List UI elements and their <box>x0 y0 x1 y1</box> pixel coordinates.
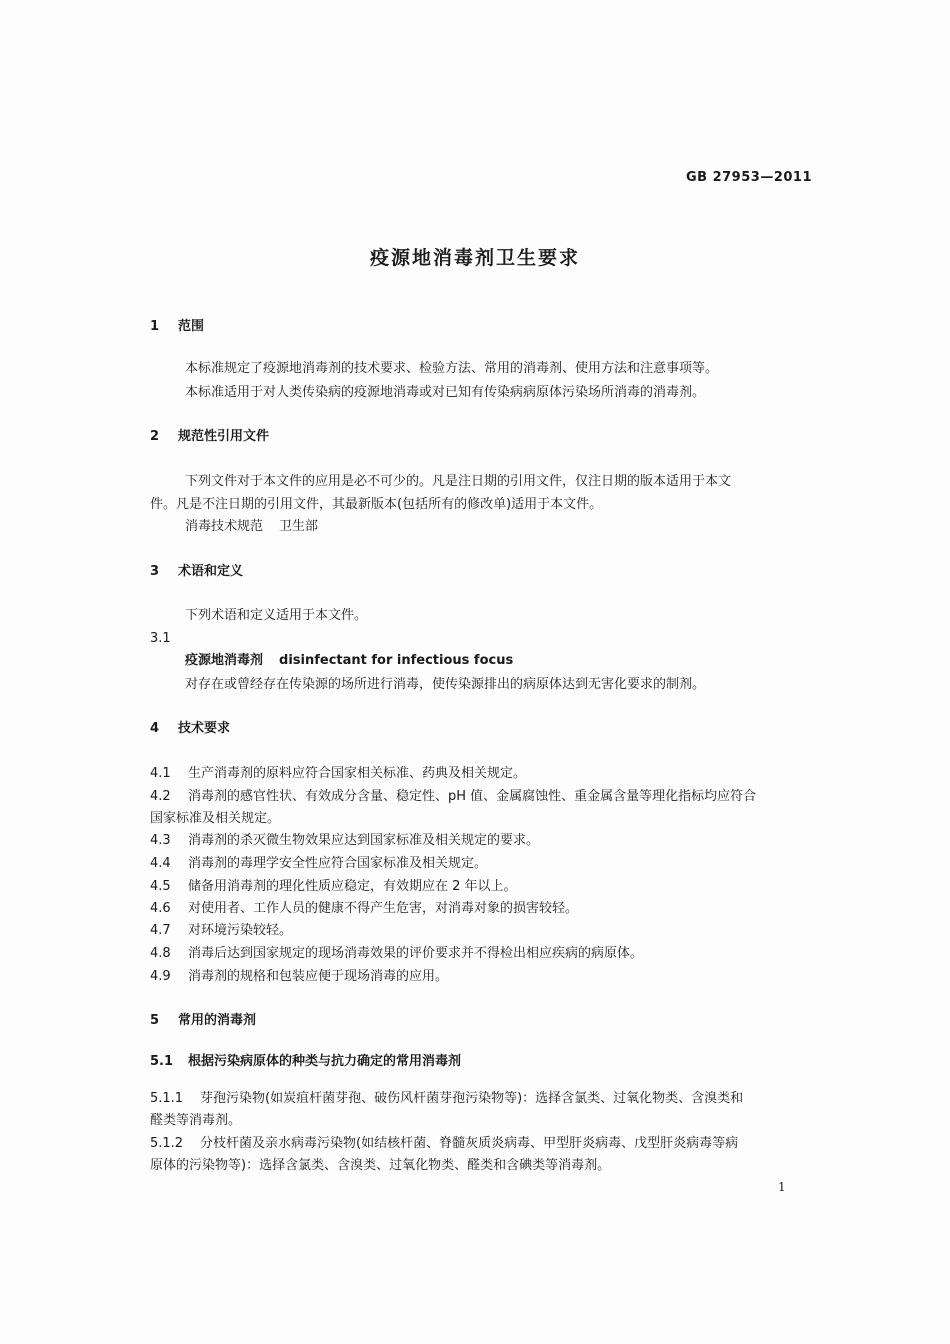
item-number: 4.6 <box>150 901 171 916</box>
term-number: 3.1 <box>150 631 171 646</box>
standard-code: GB 27953—2011 <box>685 170 812 185</box>
item-number: 4.7 <box>150 923 171 938</box>
item-number: 4.8 <box>150 946 171 961</box>
item-text: 消毒剂的规格和包装应便于现场消毒的应用。 <box>188 969 449 984</box>
section-4-heading <box>150 720 230 738</box>
item-number: 4.1 <box>150 766 171 781</box>
list-item-continuation: 醛类等消毒剂。 <box>150 1113 242 1128</box>
list-item <box>150 878 517 896</box>
term-definition: 对存在或曾经存在传染源的场所进行消毒，使传染源排出的病原体达到无害化要求的制剂。 <box>185 677 706 692</box>
item-number: 4.9 <box>150 969 171 984</box>
term-english: disinfectant for infectious focus <box>279 653 514 668</box>
section-number: 5 <box>150 1013 160 1028</box>
item-text: 对环境污染较轻。 <box>188 923 293 938</box>
item-number: 5.1.1 <box>150 1091 184 1106</box>
list-item <box>150 922 292 940</box>
item-text: 消毒剂的感官性状、有效成分含量、稳定性、pH 值、金属腐蚀性、重金属含量等理化指标均应符合 <box>188 789 757 804</box>
section-number: 1 <box>150 319 160 334</box>
item-text: 生产消毒剂的原料应符合国家相关标准、药典及相关规定。 <box>188 766 527 781</box>
document-title: 疫源地消毒剂卫生要求 <box>369 247 580 269</box>
item-text: 芽孢污染物(如炭疽杆菌芽孢、破伤风杆菌芽孢污染物等)：选择含氯类、过氧化物类、含溴类和 <box>200 1091 744 1106</box>
list-item <box>150 945 643 963</box>
term-chinese: 疫源地消毒剂 <box>185 653 264 668</box>
subsection-title: 根据污染病原体的种类与抗力确定的常用消毒剂 <box>188 1054 462 1069</box>
list-item <box>150 900 578 918</box>
list-item <box>150 968 448 986</box>
reference-issuer: 卫生部 <box>279 519 319 534</box>
section-2-heading <box>150 428 269 446</box>
section-3-heading <box>150 563 243 581</box>
item-number: 5.1.2 <box>150 1136 184 1151</box>
subsection-heading <box>150 1053 461 1071</box>
item-text: 消毒后达到国家规定的现场消毒效果的评价要求并不得检出相应疾病的病原体。 <box>188 946 644 961</box>
item-number: 4.3 <box>150 833 171 848</box>
list-item-continuation: 原体的污染物等)：选择含氯类、含溴类、过氧化物类、醛类和含碘类等消毒剂。 <box>150 1158 611 1173</box>
item-text: 分枝杆菌及亲水病毒污染物(如结核杆菌、脊髓灰质炎病毒、甲型肝炎病毒、戊型肝炎病毒等病 <box>200 1136 739 1151</box>
item-text: 对使用者、工作人员的健康不得产生危害，对消毒对象的损害较轻。 <box>188 901 579 916</box>
reference-document <box>185 518 318 536</box>
paragraph-line: 下列术语和定义适用于本文件。 <box>185 608 368 623</box>
reference-name: 消毒技术规范 <box>185 519 264 534</box>
section-1-heading <box>150 318 204 336</box>
paragraph-line: 本标准规定了疫源地消毒剂的技术要求、检验方法、常用的消毒剂、使用方法和注意事项等。 <box>185 361 719 376</box>
list-item-continuation: 国家标准及相关规定。 <box>150 811 281 826</box>
item-text: 储备用消毒剂的理化性质应稳定，有效期应在 2 年以上。 <box>188 879 517 894</box>
term-entry <box>185 652 513 670</box>
section-title: 范围 <box>178 319 205 334</box>
section-number: 3 <box>150 564 160 579</box>
item-text: 消毒剂的毒理学安全性应符合国家标准及相关规定。 <box>188 856 488 871</box>
section-title: 术语和定义 <box>178 564 244 579</box>
item-number: 4.2 <box>150 789 171 804</box>
item-number: 4.4 <box>150 856 171 871</box>
section-5-heading <box>150 1012 256 1030</box>
paragraph-line: 下列文件对于本文件的应用是必不可少的。凡是注日期的引用文件，仅注日期的版本适用于本文 <box>185 474 732 489</box>
list-item <box>150 832 539 850</box>
section-title: 常用的消毒剂 <box>178 1013 257 1028</box>
section-number: 4 <box>150 721 160 736</box>
section-title: 规范性引用文件 <box>178 429 270 444</box>
paragraph-line: 本标准适用于对人类传染病的疫源地消毒或对已知有传染病病原体污染场所消毒的消毒剂。 <box>185 385 706 400</box>
section-number: 2 <box>150 429 160 444</box>
list-item <box>150 788 756 806</box>
section-title: 技术要求 <box>178 721 231 736</box>
list-item <box>150 1135 738 1153</box>
page-number: 1 <box>778 1180 786 1194</box>
item-number: 4.5 <box>150 879 171 894</box>
list-item <box>150 1090 743 1108</box>
subsection-number: 5.1 <box>150 1054 174 1069</box>
list-item <box>150 855 487 873</box>
list-item <box>150 765 526 783</box>
paragraph-line: 件。凡是不注日期的引用文件，其最新版本(包括所有的修改单)适用于本文件。 <box>150 497 603 512</box>
item-text: 消毒剂的杀灭微生物效果应达到国家标准及相关规定的要求。 <box>188 833 540 848</box>
